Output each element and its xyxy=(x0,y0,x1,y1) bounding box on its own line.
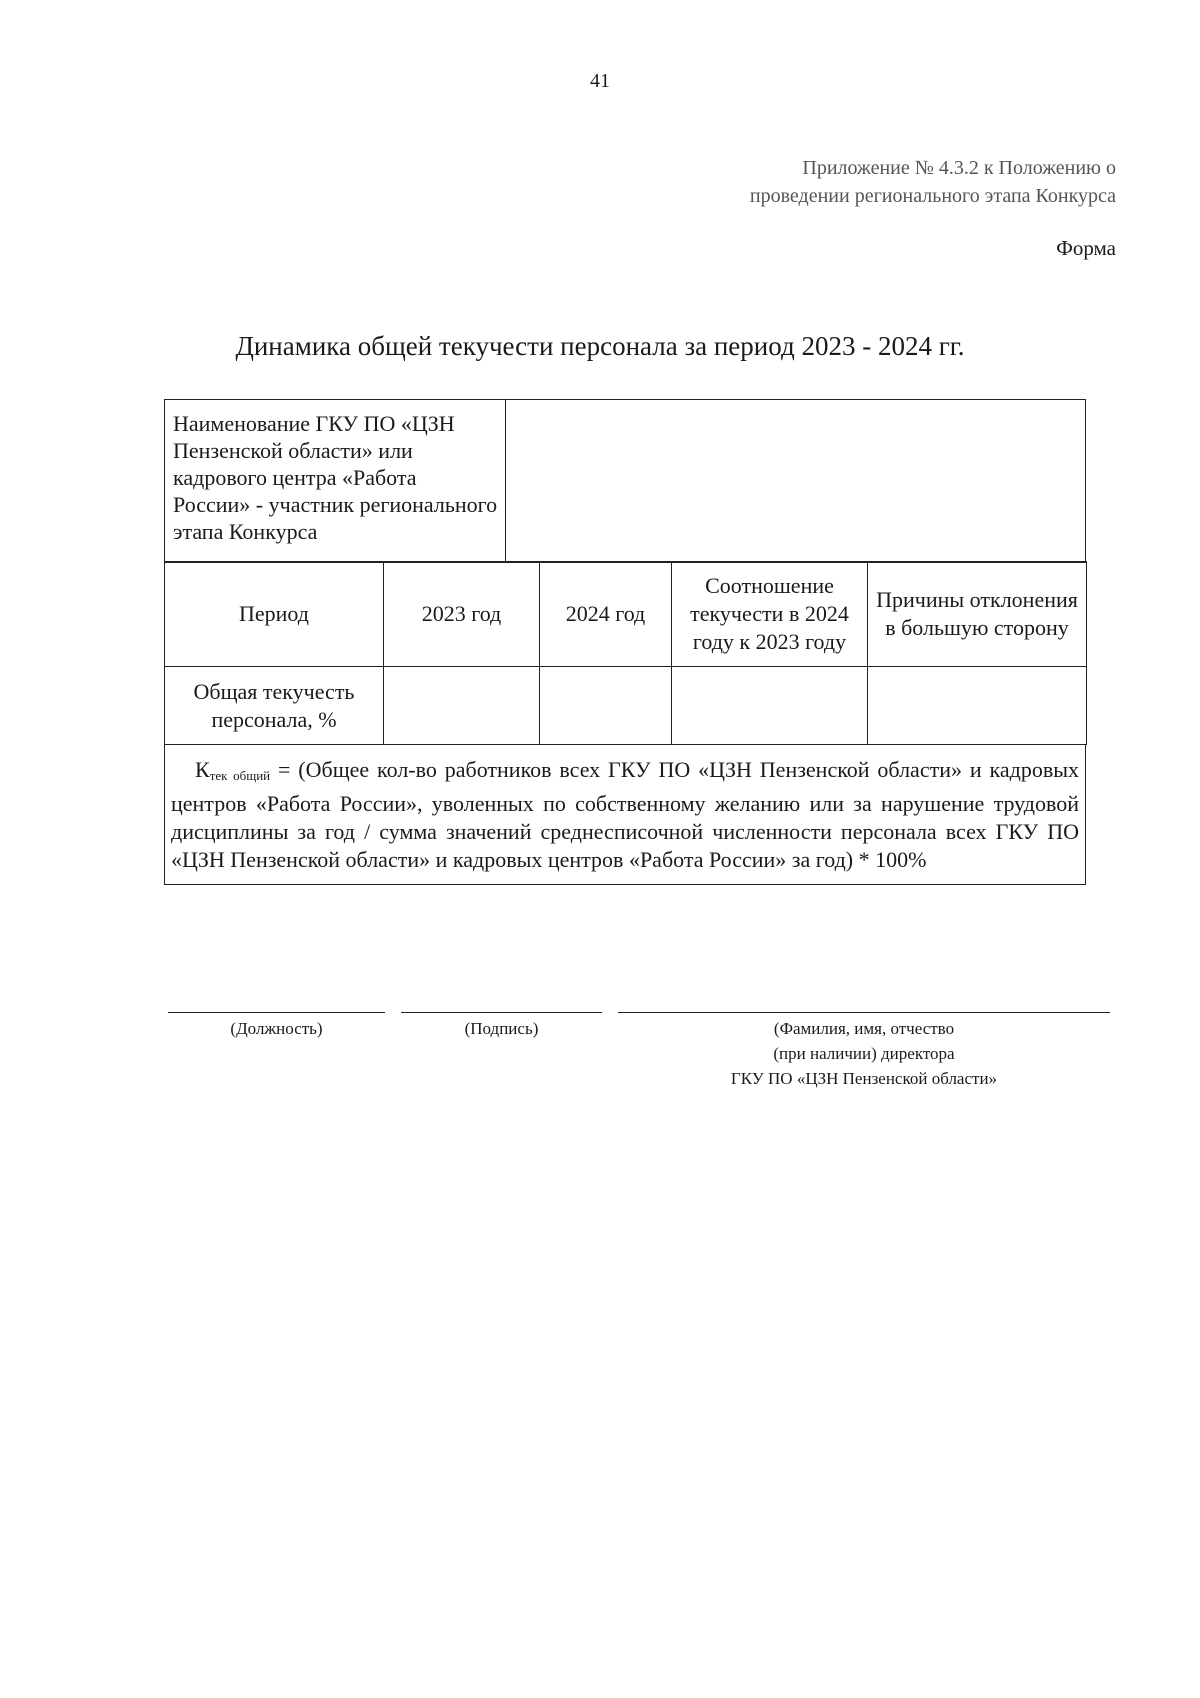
table-row xyxy=(165,667,1087,745)
turnover-table xyxy=(164,561,1087,745)
organization-name-label: Наименование ГКУ ПО «ЦЗН Пензенской области» или кадрового центра «Работа России» - участник регионального этапа Конкурса xyxy=(165,400,506,562)
organization-name-field[interactable] xyxy=(506,400,1085,562)
header-ratio: Соотношение текучести в 2024 году к 2023 году xyxy=(672,562,868,667)
formula-k-subscript: тек общий xyxy=(209,768,271,783)
document-title: Динамика общей текучести персонала за период 2023 - 2024 гг. xyxy=(235,331,965,361)
appendix-reference xyxy=(750,154,1116,210)
header-2024: 2024 год xyxy=(540,562,672,667)
position-caption: (Должность) xyxy=(230,1019,323,1038)
cell-2023-value[interactable] xyxy=(384,667,540,745)
page-number: 41 xyxy=(590,70,610,92)
form-label: Форма xyxy=(1056,236,1116,260)
formula-text: = (Общее кол-во работников всех ГКУ ПО «ЦЗН Пензенской области» и кадровых центров «Работа России», уволенных по собственному желанию или за нарушение трудовой дисциплины за год / сумма значений среднесписочной численности персонала всех ГКУ ПО «ЦЗН Пензенской области» и кадровых центров «Работа России» за год) * 100% xyxy=(171,757,1079,872)
position-line[interactable] xyxy=(168,1012,385,1013)
signature-line[interactable] xyxy=(401,1012,602,1013)
signature-caption: (Подпись) xyxy=(464,1019,539,1038)
header-period: Период xyxy=(165,562,384,667)
name-caption xyxy=(618,1016,1110,1091)
name-caption-line-1: (Фамилия, имя, отчество xyxy=(773,1019,955,1038)
organization-row xyxy=(164,399,1086,563)
cell-reasons-value[interactable] xyxy=(868,667,1087,745)
cell-2024-value[interactable] xyxy=(540,667,672,745)
header-2023: 2023 год xyxy=(384,562,540,667)
formula-k: К xyxy=(195,757,210,782)
name-caption-line-3: ГКУ ПО «ЦЗН Пензенской области» xyxy=(730,1069,998,1088)
appendix-line-1: Приложение № 4.3.2 к Положению о xyxy=(802,157,1116,179)
name-line[interactable] xyxy=(618,1012,1110,1013)
row-label-total-turnover: Общая текучесть персонала, % xyxy=(165,667,384,745)
table-header-row xyxy=(165,562,1087,667)
appendix-line-2: проведении регионального этапа Конкурса xyxy=(749,185,1116,207)
formula-block xyxy=(164,744,1086,885)
name-caption-line-2: (при наличии) директора xyxy=(773,1044,955,1063)
cell-ratio-value[interactable] xyxy=(672,667,868,745)
header-reasons: Причины отклонения в большую сторону xyxy=(868,562,1087,667)
